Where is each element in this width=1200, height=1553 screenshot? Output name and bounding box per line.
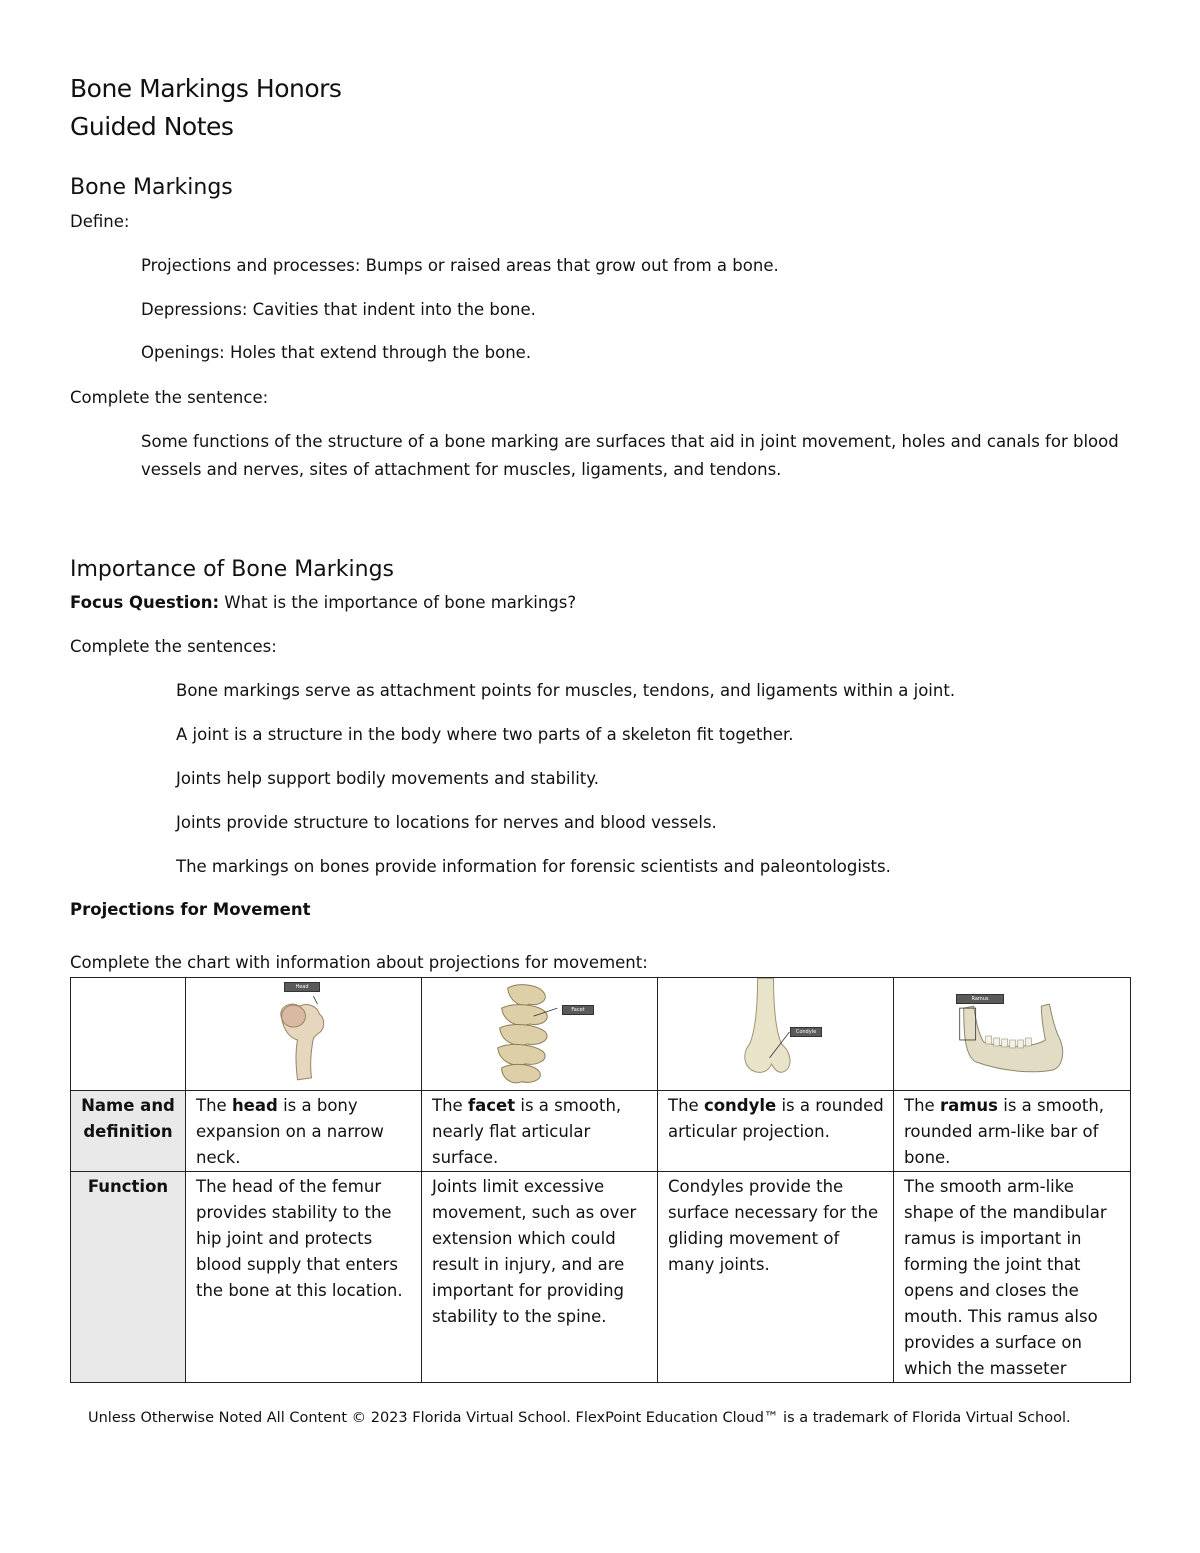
complete-sentences-label: Complete the sentences: [70,637,277,656]
femur-condyle-image [658,978,893,1090]
empty-corner-cell [71,978,186,1091]
name-definition-row [71,1091,1131,1172]
chart-instruction: Complete the chart with information about projections for movement: [70,953,648,972]
functions-sentence: Some functions of the structure of a bone marking are surfaces that aid in joint movement, holes and canals for blood vessels and nerves, sites of attachment for muscles, ligaments, and tendons. [141,432,1119,479]
ramus-definition-cell [894,1091,1131,1172]
head-def-pre: The [196,1096,232,1115]
function-row [71,1172,1131,1383]
focus-question [70,593,576,612]
ramus-term: ramus [939,1096,998,1115]
definition-openings: Openings: Holes that extend through the bone. [141,343,532,362]
definition-depressions: Depressions: Cavities that indent into the bone. [141,300,536,319]
define-label: Define: [70,212,130,231]
condyle-def-post: is a rounded articular projection. [668,1096,884,1141]
importance-sentence-5: The markings on bones provide information for forensic scientists and paleontologists. [176,857,891,876]
facet-function-cell: Joints limit excessive movement, such as over extension which could result in injury, and are important for providing stability to the spine. [422,1172,658,1383]
image-row [71,978,1131,1091]
head-term: head [231,1096,278,1115]
section-heading-importance: Importance of Bone Markings [70,557,395,582]
head-definition-cell [186,1091,422,1172]
head-callout: Head [284,982,320,992]
femur-head-image [186,978,421,1090]
doc-title-line1: Bone Markings Honors [70,74,342,103]
ramus-def-pre: The [904,1096,940,1115]
vertebrae-facet-image [422,978,657,1090]
facet-callout: Facet [562,1005,594,1015]
condyle-callout: Condyle [790,1027,822,1037]
definition-projections: Projections and processes: Bumps or raised areas that grow out from a bone. [141,256,779,275]
projections-chart [70,977,1131,1383]
ramus-callout: Ramus [956,994,1004,1004]
ramus-def-post: is a smooth, rounded arm-like bar of bone. [904,1096,1105,1167]
femur-head-image-cell [186,978,422,1091]
mandible-ramus-image [894,978,1130,1090]
head-function-cell: The head of the femur provides stability to the hip joint and protects blood supply that enters the bone at this location. [186,1172,422,1383]
head-def-post: is a bony expansion on a narrow neck. [196,1096,384,1167]
importance-sentence-2: A joint is a structure in the body where two parts of a skeleton fit together. [176,725,794,744]
complete-sentence-label: Complete the sentence: [70,388,269,407]
condyle-definition-cell [658,1091,894,1172]
importance-sentence-3: Joints help support bodily movements and stability. [176,769,599,788]
condyle-function-cell: Condyles provide the surface necessary for the gliding movement of many joints. [658,1172,894,1383]
facet-def-pre: The [432,1096,468,1115]
importance-sentence-4: Joints provide structure to locations for nerves and blood vessels. [176,813,717,832]
facet-term: facet [467,1096,516,1115]
section-heading-projections: Projections for Movement [70,900,311,919]
vertebra-facet-image-cell [422,978,658,1091]
facet-def-post: is a smooth, nearly flat articular surface. [432,1096,622,1167]
condyle-image-cell [658,978,894,1091]
condyle-def-pre: The [668,1096,704,1115]
ramus-function-cell: The smooth arm-like shape of the mandibular ramus is important in forming the joint that opens and closes the mouth. This ramus also provides a surface on which the masseter [894,1172,1131,1383]
section-heading-bone-markings: Bone Markings [70,175,233,200]
condyle-term: condyle [703,1096,777,1115]
mandible-ramus-image-cell [894,978,1131,1091]
focus-question-text: What is the importance of bone markings? [219,593,577,612]
copyright-footer: Unless Otherwise Noted All Content © 2023 Florida Virtual School. FlexPoint Education Cloud™ is a trademark of Florida Virtual School. [88,1410,1071,1426]
row-header-name-definition: Name and definition [71,1091,186,1172]
facet-definition-cell [422,1091,658,1172]
doc-title-line2: Guided Notes [70,112,234,141]
row-header-function: Function [71,1172,186,1383]
focus-question-label: Focus Question: [70,593,220,612]
importance-sentence-1: Bone markings serve as attachment points for muscles, tendons, and ligaments within a joint. [176,681,956,700]
